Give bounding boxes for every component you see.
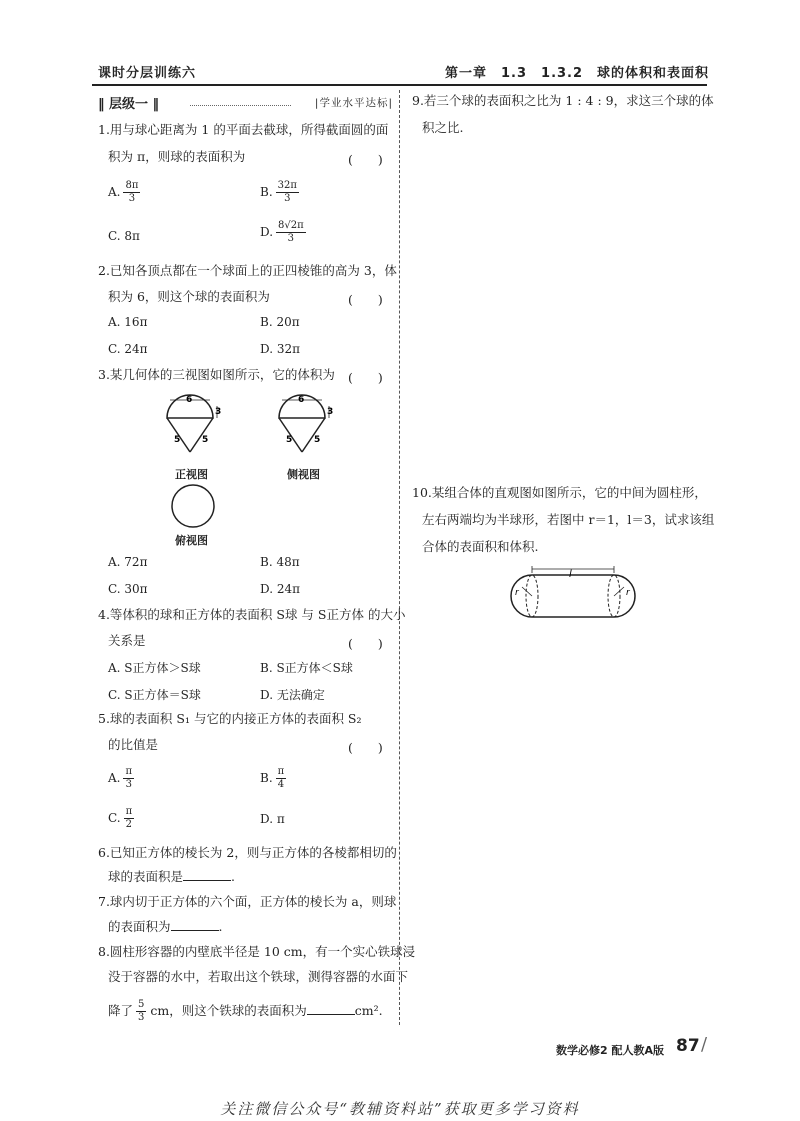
q8-blank [307, 1003, 355, 1015]
q3-front-label-6: 6 [186, 395, 193, 405]
q5-line1: 5.球的表面积 S₁ 与它的内接正方体的表面积 S₂ [98, 711, 362, 726]
q2-option-c: C. 24π [108, 342, 148, 356]
q9-line1: 9.若三个球的表面积之比为 1 : 4 : 9，求这三个球的体 [412, 93, 714, 108]
q4-option-b: B. S正方体＜S球 [260, 661, 353, 675]
q1-option-c: C. 8π [108, 229, 140, 243]
q3-side-view [272, 392, 342, 464]
q3-side-label-3: 3 [327, 407, 334, 417]
q6-line1: 6.已知正方体的棱长为 2，则与正方体的各棱都相切的 [98, 845, 397, 860]
q10-label-r-left: r [515, 588, 519, 598]
footer-slash: / [701, 1034, 708, 1055]
q2-line1: 2.已知各顶点都在一个球面上的正四棱锥的高为 3，体 [98, 263, 397, 278]
level-dots [190, 105, 291, 106]
q4-line2: 关系是 [108, 633, 146, 648]
q4-option-c: C. S正方体＝S球 [108, 688, 201, 702]
q3-option-d: D. 24π [260, 582, 300, 596]
q3-top-view [169, 483, 217, 529]
q5-option-d: D. π [260, 812, 285, 826]
q3-side-label-5b: 5 [314, 435, 321, 445]
q10-label-r-right: r [626, 588, 630, 598]
q7-blank [171, 919, 219, 931]
q3-side-label-6: 6 [298, 395, 305, 405]
q4-paren: ( ) [348, 636, 383, 651]
q3-front-caption: 正视图 [175, 468, 208, 481]
q3-front-label-3: 3 [215, 407, 222, 417]
q3-side-caption: 侧视图 [287, 468, 320, 481]
column-divider [399, 90, 400, 1025]
q6-line2: 球的表面积是 . [108, 869, 235, 884]
q5-line2: 的比值是 [108, 737, 159, 752]
q8-line3: 降了 $\frac{5}{3}$ cm，则这个铁球的表面积为 cm². [108, 999, 383, 1023]
q4-option-a: A. S正方体＞S球 [108, 661, 201, 675]
q9-line2: 积之比. [422, 120, 464, 135]
q2-option-a: A. 16π [108, 315, 148, 329]
header-right: 第一章 1.3 1.3.2 球的体积和表面积 [445, 66, 710, 81]
level-banner [98, 93, 393, 113]
q1-paren: ( ) [348, 152, 383, 167]
q2-option-b: B. 20π [260, 315, 300, 329]
q3-side-label-5a: 5 [286, 435, 293, 445]
q4-option-d: D. 无法确定 [260, 688, 325, 702]
q10-line3: 合体的表面积和体积. [422, 539, 539, 554]
q3-option-b: B. 48π [260, 555, 300, 569]
q1-option-a: A. $\frac{8\pi}{3}$ [108, 180, 139, 204]
handwritten-note: 关注微信公众号“教辅资料站”获取更多学习资料 [220, 1100, 580, 1118]
footer-book-title: 数学必修2 配人教A版 [556, 1044, 664, 1057]
level-tag: |学业水平达标| [314, 97, 393, 109]
q2-option-d: D. 32π [260, 342, 300, 356]
level-label: ‖ 层级一 ‖ [98, 97, 160, 112]
q10-line1: 10.某组合体的直观图如图所示，它的中间为圆柱形， [412, 485, 707, 500]
q3-top-caption: 俯视图 [175, 534, 208, 547]
q7-line1: 7.球内切于正方体的六个面，正方体的棱长为 a，则球 [98, 894, 397, 909]
q10-line2: 左右两端均为半球形，若图中 r＝1，l＝3，试求该组 [422, 512, 715, 527]
q3-front-view [160, 392, 230, 464]
q5-option-a: A. $\frac{\pi}{3}$ [108, 766, 133, 790]
q10-label-l: l [569, 569, 572, 580]
q3-front-label-5a: 5 [174, 435, 181, 445]
header-left: 课时分层训练六 [98, 66, 197, 81]
q1-option-b: B. $\frac{32\pi}{3}$ [260, 180, 297, 204]
header-rule [92, 84, 707, 86]
q10-figure [505, 565, 640, 627]
q8-line1: 8.圆柱形容器的内壁底半径是 10 cm，有一个实心铁球浸 [98, 944, 416, 959]
q1-line2: 积为 π，则球的表面积为 [108, 149, 246, 164]
q1-option-d: D. $\frac{8√2\pi}{3}$ [260, 220, 304, 244]
q1-line1: 1.用与球心距离为 1 的平面去截球，所得截面圆的面 [98, 122, 389, 137]
q8-line2: 没于容器的水中，若取出这个铁球，测得容器的水面下 [108, 969, 409, 984]
q5-option-c: C. $\frac{\pi}{2}$ [108, 806, 133, 830]
q3-option-a: A. 72π [108, 555, 148, 569]
q4-line1: 4.等体积的球和正方体的表面积 S球 与 S正方体 的大小 [98, 607, 406, 622]
q3-paren: ( ) [348, 370, 383, 385]
page-number: 87 [676, 1036, 700, 1056]
q3-option-c: C. 30π [108, 582, 148, 596]
q5-option-b: B. $\frac{\pi}{4}$ [260, 766, 285, 790]
q5-paren: ( ) [348, 740, 383, 755]
q3-front-label-5b: 5 [202, 435, 209, 445]
q6-blank [183, 869, 231, 881]
q2-line2: 积为 6，则这个球的表面积为 [108, 289, 270, 304]
q2-paren: ( ) [348, 292, 383, 307]
q3-line1: 3.某几何体的三视图如图所示，它的体积为 [98, 367, 335, 382]
q7-line2: 的表面积为 . [108, 919, 223, 934]
